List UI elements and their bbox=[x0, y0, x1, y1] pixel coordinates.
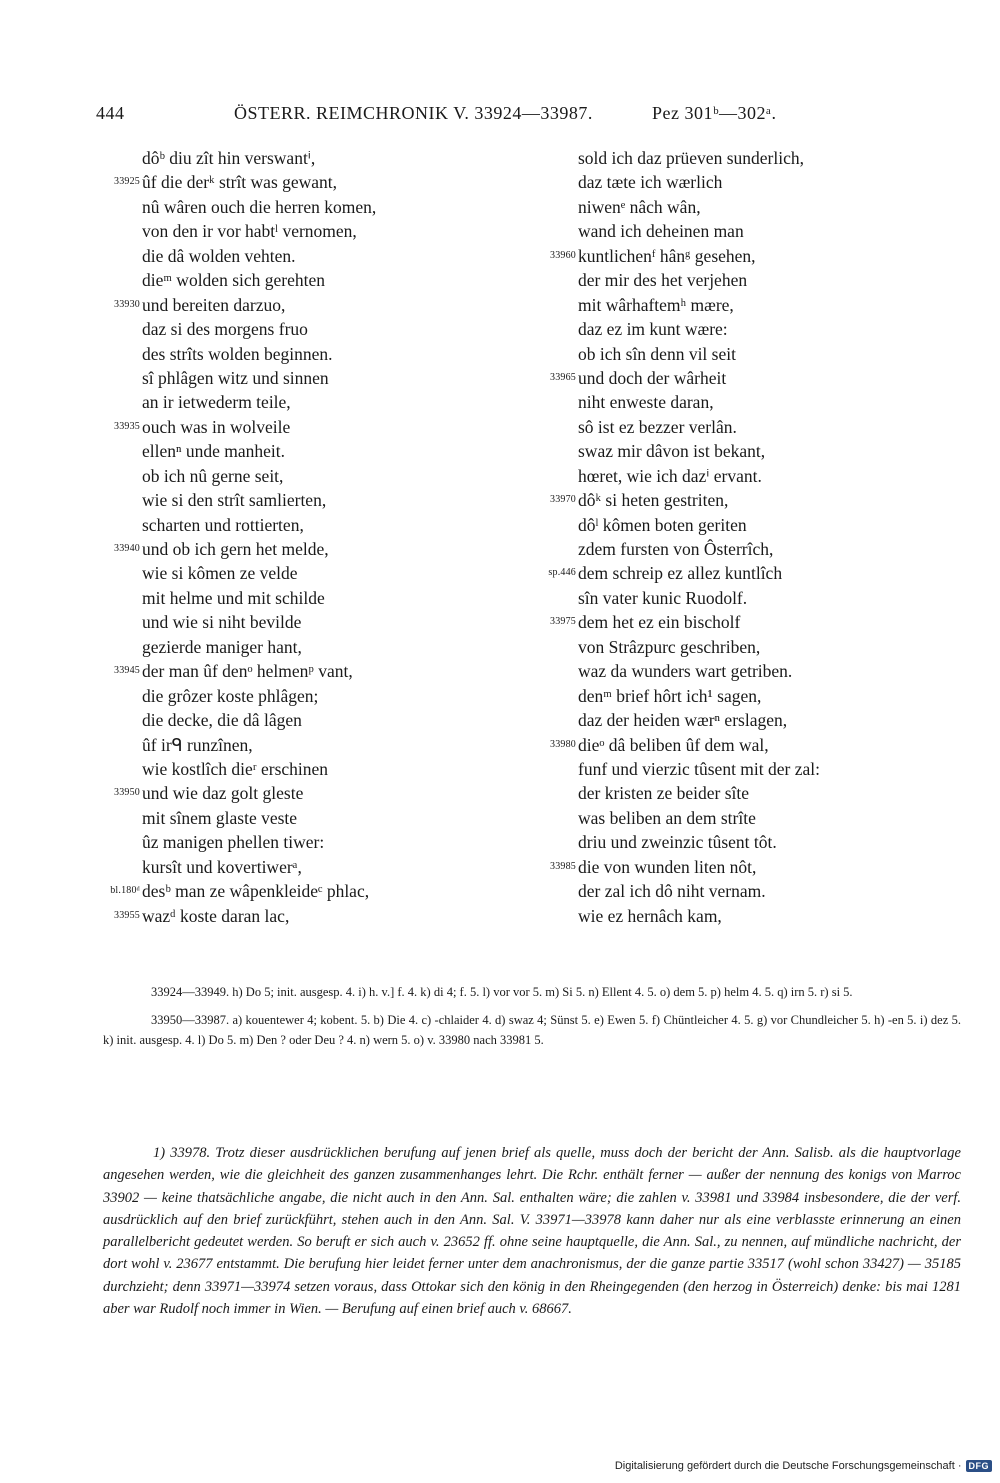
verse-text: und doch der wârheit bbox=[578, 367, 727, 388]
verse-text: mit sînem glaste veste bbox=[142, 807, 298, 828]
verse-line bbox=[100, 635, 570, 659]
verse-line bbox=[100, 904, 570, 928]
line-number: sp.446 bbox=[548, 567, 576, 579]
verse-text: kursît und kovertiwerᵃ, bbox=[142, 856, 302, 877]
verse-text: die von wunden liten nôt, bbox=[578, 856, 757, 877]
verse-text: der zal ich dô niht vernam. bbox=[578, 881, 766, 902]
verse-line bbox=[536, 268, 976, 292]
verse-text: wand ich deheinen man bbox=[578, 221, 744, 242]
verse-line bbox=[100, 342, 570, 366]
verse-line bbox=[536, 537, 976, 561]
line-number: 33960 bbox=[550, 249, 576, 261]
verse-line bbox=[100, 366, 570, 390]
verse-line bbox=[100, 610, 570, 634]
verse-text: dieᵐ wolden sich gerehten bbox=[142, 270, 326, 291]
verse-text: ouch was in wolveile bbox=[142, 416, 291, 437]
verse-text: die dâ wolden vehten. bbox=[142, 245, 296, 266]
verse-text: an ir ietwederm teile, bbox=[142, 392, 291, 413]
line-number: 33930 bbox=[114, 298, 140, 310]
line-number: 33925 bbox=[114, 176, 140, 188]
verse-line bbox=[536, 488, 976, 512]
verse-line bbox=[536, 439, 976, 463]
verse-line bbox=[100, 390, 570, 414]
verse-text: zdem fursten von Ôsterrîch, bbox=[578, 539, 774, 559]
verse-text: dem schreip ez allez kuntlîch bbox=[578, 563, 783, 584]
verse-text: wie si kômen ze velde bbox=[142, 563, 298, 584]
verse-column-left bbox=[100, 146, 570, 928]
verse-text: hœret, wie ich dazⁱ ervant. bbox=[578, 465, 762, 486]
line-number: bl.180ᵈ bbox=[110, 885, 140, 897]
verse-text: ob ich sîn denn vil seit bbox=[578, 343, 736, 364]
verse-line bbox=[100, 855, 570, 879]
verse-line bbox=[536, 390, 976, 414]
digitization-credit bbox=[615, 1457, 992, 1475]
verse-text: gezierde maniger hant, bbox=[142, 636, 302, 657]
verse-text: waz da wunders wart getriben. bbox=[578, 661, 793, 682]
verse-column-right bbox=[536, 146, 976, 928]
verse-line bbox=[536, 781, 976, 805]
verse-line bbox=[536, 830, 976, 854]
verse-text: ûf irᑫ runzînen, bbox=[142, 734, 253, 755]
dfg-logo-icon: DFG bbox=[966, 1460, 993, 1472]
verse-line bbox=[536, 708, 976, 732]
critical-apparatus bbox=[103, 982, 961, 1050]
verse-text: driu und zweinzic tûsent tôt. bbox=[578, 832, 777, 853]
verse-text: sî phlâgen witz und sinnen bbox=[142, 367, 329, 388]
verse-text: dôˡ kômen boten geriten bbox=[578, 514, 747, 535]
running-header bbox=[96, 103, 816, 129]
line-number: 33965 bbox=[550, 371, 576, 383]
verse-line bbox=[100, 781, 570, 805]
verse-text: die grôzer koste phlâgen; bbox=[142, 685, 319, 706]
verse-text: mit helme und mit schilde bbox=[142, 587, 325, 608]
verse-text: ellenⁿ unde manheit. bbox=[142, 441, 286, 462]
verse-line bbox=[536, 635, 976, 659]
verse-text: niwenᵉ nâch wân, bbox=[578, 196, 701, 217]
verse-text: daz der heiden wærⁿ erslagen, bbox=[578, 710, 788, 731]
verse-line bbox=[536, 879, 976, 903]
verse-text: nû wâren ouch die herren komen, bbox=[142, 196, 377, 217]
verse-line bbox=[536, 806, 976, 830]
verse-text: funf und vierzic tûsent mit der zal: bbox=[578, 758, 821, 779]
verse-text: denᵐ brief hôrt ich¹ sagen, bbox=[578, 685, 762, 706]
verse-line bbox=[100, 244, 570, 268]
verse-line bbox=[536, 415, 976, 439]
verse-text: dôᵇ diu zît hin verswantⁱ, bbox=[142, 148, 316, 168]
verse-line bbox=[100, 170, 570, 194]
verse-line bbox=[100, 879, 570, 903]
verse-text: ûf die derᵏ strît was gewant, bbox=[142, 172, 338, 193]
verse-line bbox=[100, 268, 570, 292]
verse-text: der kristen ze beider sîte bbox=[578, 783, 750, 804]
verse-line bbox=[536, 219, 976, 243]
verse-text: wie ez hernâch kam, bbox=[578, 905, 722, 926]
verse-text: und bereiten darzuo, bbox=[142, 294, 286, 315]
verse-line bbox=[100, 488, 570, 512]
verse-text: swaz mir dâvon ist bekant, bbox=[578, 441, 766, 462]
verse-line bbox=[536, 317, 976, 341]
verse-line bbox=[536, 146, 976, 170]
verse-text: dieᵒ dâ beliben ûf dem wal, bbox=[578, 734, 769, 755]
credit-text: Digitalisierung gefördert durch die Deutsche Forschungsgemeinschaft · bbox=[614, 1460, 962, 1472]
verse-line bbox=[100, 586, 570, 610]
verse-line bbox=[536, 855, 976, 879]
verse-line bbox=[536, 293, 976, 317]
page-number: 444 bbox=[96, 103, 125, 123]
verse-text: von Strâzpurc geschriben, bbox=[578, 636, 761, 657]
verse-text: was beliben an dem strîte bbox=[578, 807, 756, 828]
verse-line bbox=[100, 219, 570, 243]
line-number: 33935 bbox=[114, 420, 140, 432]
apparatus-paragraph-1: 33924—33949. h) Do 5; init. ausgesp. 4. i) h. v.] f. 4. k) di 4; f. 5. l) vor vor 5. m) Si 5. n) Ellent 4. 5. o) dem 5. p) helm 4. 5. q) irn 5. r) si 5. bbox=[151, 985, 853, 999]
verse-line bbox=[100, 317, 570, 341]
verse-line bbox=[100, 293, 570, 317]
apparatus-paragraph-2: 33950—33987. a) kouentewer 4; kobent. 5. b) Die 4. c) -chlaider 4. d) swaz 4; Sünst 5. e) Ewen 5. f) Chüntleicher 4. 5. g) vor Chundleicher 5. h) -en 5. i) dez 5. k) init. ausgesp. 4. l) Do 5. m) Den ? oder Deu ? 4. n) wern 5. o) v. 33980 nach 33981 5. bbox=[103, 1013, 961, 1047]
footnote: 1) 33978. Trotz dieser ausdrücklichen berufung auf jenen brief als quelle, muss doch der bericht der Ann. Salisb. als die hauptvorlage angesehen werden, wie die gleichheit des ganzen zusammenhanges lehrt. Die Rchr. enthält ferner — außer der nennung des konigs von Marroc 33902 — keine thatsächliche angabe, die nicht auch in den Ann. Sal. enthalten wäre; die zahlen v. 33981 und 33984 insbesondere, die der verf. ausdrücklich auf den brief zurückführt, stehen auch in den Ann. Sal. V. 33971—33978 kann daher nur als eine verblasste erinnerung an einen parallelbericht gedeutet werden. So beruft er sich auch v. 23652 ff. ohne seine hauptquelle, die Ann. Sal., zu nennen, auf mündliche nachricht, der dort wohl v. 23677 entstammt. Die berufung hier leidet ferner unter dem anachronismus, der die ganze partie 33517 (wohl schon 33427) — 35185 durchzieht; denn 33971—33974 setzen voraus, dass Ottokar sich den könig in den Rheingegenden (den herzog in Österreich) denke: bis mai 1281 aber war Rudolf noch immer in Wien. — Berufung auf einen brief auch v. 68667. bbox=[103, 1145, 961, 1318]
verse-line bbox=[536, 659, 976, 683]
line-number: 33950 bbox=[114, 787, 140, 799]
verse-line bbox=[100, 513, 570, 537]
verse-line bbox=[536, 170, 976, 194]
verse-text: und ob ich gern het melde, bbox=[142, 539, 329, 559]
verse-text: die decke, die dâ lâgen bbox=[142, 710, 302, 731]
verse-text: der mir des het verjehen bbox=[578, 270, 748, 291]
verse-line bbox=[536, 561, 976, 585]
verse-text: und wie daz golt gleste bbox=[142, 783, 304, 804]
verse-text: daz si des morgens fruo bbox=[142, 319, 308, 340]
verse-line bbox=[100, 708, 570, 732]
line-number: 33955 bbox=[114, 909, 140, 921]
verse-text: wazᵈ koste daran lac, bbox=[142, 905, 290, 926]
verse-line bbox=[536, 342, 976, 366]
verse-line bbox=[536, 586, 976, 610]
verse-text: der man ûf denᵒ helmenᵖ vant, bbox=[142, 661, 353, 682]
line-number: 33975 bbox=[550, 616, 576, 628]
verse-line bbox=[100, 537, 570, 561]
verse-text: sô ist ez bezzer verlân. bbox=[578, 416, 737, 437]
verse-line bbox=[100, 806, 570, 830]
verse-text: wie kostlîch dieʳ erschinen bbox=[142, 758, 329, 779]
line-number: 33945 bbox=[114, 665, 140, 677]
verse-line bbox=[100, 733, 570, 757]
verse-line bbox=[100, 561, 570, 585]
verse-line bbox=[100, 146, 570, 170]
verse-line bbox=[536, 366, 976, 390]
verse-text: dem het ez ein bischolf bbox=[578, 612, 741, 633]
verse-text: niht enweste daran, bbox=[578, 392, 714, 413]
verse-text: und wie si niht bevilde bbox=[142, 612, 302, 633]
line-number: 33985 bbox=[550, 860, 576, 872]
verse-line bbox=[100, 439, 570, 463]
verse-text: kuntlichenᶠ hânᵍ gesehen, bbox=[578, 245, 756, 266]
verse-line bbox=[100, 684, 570, 708]
verse-text: desᵇ man ze wâpenkleideᶜ phlac, bbox=[142, 881, 370, 902]
verse-text: von den ir vor habtˡ vernomen, bbox=[142, 221, 357, 242]
verse-line bbox=[100, 659, 570, 683]
verse-line bbox=[536, 195, 976, 219]
verse-line bbox=[100, 757, 570, 781]
verse-line bbox=[100, 195, 570, 219]
pez-reference: Pez 301ᵇ—302ᵃ. bbox=[652, 103, 777, 123]
verse-line bbox=[536, 757, 976, 781]
line-number: 33970 bbox=[550, 494, 576, 506]
verse-line bbox=[536, 610, 976, 634]
verse-text: ûz manigen phellen tiwer: bbox=[142, 832, 325, 853]
verse-text: sîn vater kunic Ruodolf. bbox=[578, 587, 748, 608]
verse-text: daz tæte ich wærlich bbox=[578, 172, 723, 193]
verse-text: des strîts wolden beginnen. bbox=[142, 343, 333, 364]
verse-line bbox=[536, 513, 976, 537]
verse-text: dôᵏ si heten gestriten, bbox=[578, 490, 729, 511]
verse-line bbox=[536, 244, 976, 268]
verse-line bbox=[536, 464, 976, 488]
verse-text: wie si den strît samlierten, bbox=[142, 490, 327, 511]
verse-line bbox=[536, 733, 976, 757]
line-number: 33940 bbox=[114, 543, 140, 554]
verse-line bbox=[100, 415, 570, 439]
verse-line bbox=[100, 830, 570, 854]
verse-text: mit wârhaftemʰ mære, bbox=[578, 294, 734, 315]
verse-text: scharten und rottierten, bbox=[142, 514, 304, 535]
verse-line bbox=[100, 464, 570, 488]
verse-text: ob ich nû gerne seit, bbox=[142, 465, 284, 486]
running-title: ÖSTERR. REIMCHRONIK V. 33924—33987. bbox=[234, 103, 593, 123]
line-number: 33980 bbox=[550, 738, 576, 750]
verse-line bbox=[536, 904, 976, 928]
verse-line bbox=[536, 684, 976, 708]
verse-text: sold ich daz prüeven sunderlich, bbox=[578, 148, 804, 168]
verse-text: daz ez im kunt wære: bbox=[578, 319, 728, 340]
